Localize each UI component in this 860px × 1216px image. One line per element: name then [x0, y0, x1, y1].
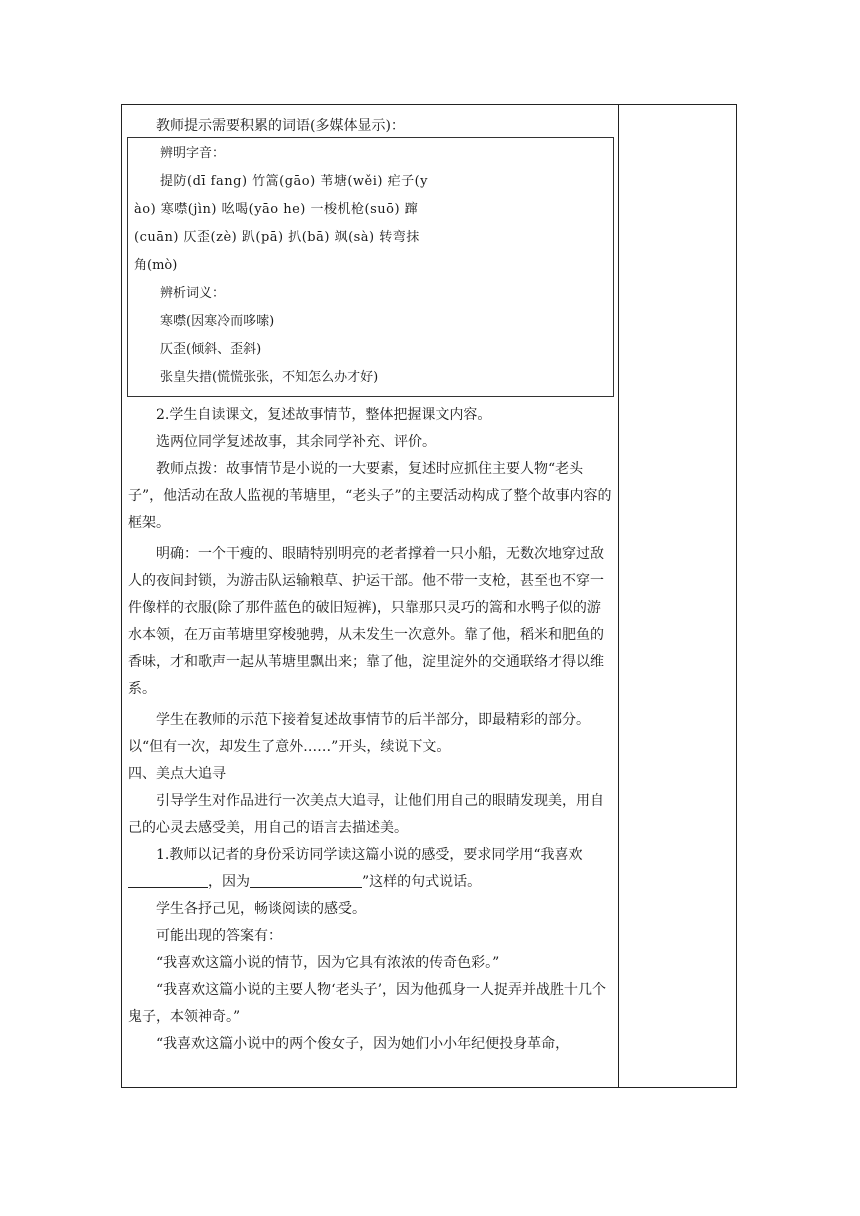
blank-2	[250, 873, 362, 888]
intro-line: 教师提示需要积累的词语(多媒体显示)：	[156, 118, 405, 134]
paragraph-guide: 引导学生对作品进行一次美点大追寻，让他们用自己的眼睛发现美，用自己的心灵去感受美，用自己的语言去描述美。	[128, 793, 604, 836]
pronunciation-line-2: ào) 寒噤(jìn) 吆喝(yāo he) 一梭机枪(suō) 蹿	[134, 202, 419, 217]
interview-text-b: ，因为	[208, 874, 250, 890]
paragraph-student-retell: 学生在教师的示范下接着复述故事情节的后半部分，即最精彩的部分。以“但有一次，却发生了意外……”开头，续说下文。	[128, 712, 590, 755]
meaning-item-1: 寒噤(因寒冷而哆嗦)	[160, 314, 275, 329]
section-heading: 四、美点大追寻	[128, 766, 226, 782]
pronunciation-heading: 辨明字音：	[160, 146, 226, 161]
table-column-divider	[618, 104, 619, 1088]
interview-text-a: 1.教师以记者的身份采访同学读这篇小说的感受，要求同学用“我喜欢	[156, 847, 583, 863]
meaning-item-2: 仄歪(倾斜、歪斜)	[160, 342, 262, 357]
answer-3: “我喜欢这篇小说中的两个俊女子，因为她们小小年纪便投身革命，	[156, 1036, 570, 1052]
meaning-heading: 辨析词义：	[160, 286, 226, 301]
blank-1	[128, 873, 208, 888]
meaning-item-3: 张皇失措(慌慌张张，不知怎么办才好)	[160, 370, 379, 385]
pronunciation-line-1: 提防(dī fang) 竹篙(gāo) 苇塘(wěi) 疟子(y	[160, 174, 428, 189]
answer-2: “我喜欢这篇小说的主要人物‘老头子’，因为他孤身一人捉弄并战胜十几个鬼子，本领神奇。”	[128, 982, 607, 1025]
answer-1: “我喜欢这篇小说的情节，因为它具有浓浓的传奇色彩。”	[156, 955, 500, 971]
paragraph-retell: 2.学生自读课文，复述故事情节，整体把握课文内容。	[156, 407, 492, 423]
paragraph-interview	[128, 842, 612, 896]
lesson-body	[128, 402, 612, 1058]
vocabulary-box	[127, 137, 614, 397]
paragraph-clarify: 明确：一个干瘦的、眼睛特别明亮的老者撑着一只小船，无数次地穿过敌人的夜间封锁，为游击队运输粮草、护运干部。他不带一支枪，甚至也不穿一件像样的衣服(除了那件蓝色的破旧短裤)，只靠那只灵巧的篙和水鸭子似的游水本领，在万亩苇塘里穿梭驰骋，从未发生一次意外。靠了他，稻米和肥鱼的香味，才和歌声一起从苇塘里飘出来；靠了他，淀里淀外的交通联络才得以维系。	[128, 546, 604, 697]
paragraph-teacher-guide: 教师点拨：故事情节是小说的一大要素，复述时应抓住主要人物“老头子”，他活动在敌人监视的苇塘里，“老头子”的主要活动构成了整个故事内容的框架。	[128, 461, 612, 531]
paragraph-select: 选两位同学复述故事，其余同学补充、评价。	[156, 434, 436, 450]
paragraph-answers-intro: 可能出现的答案有：	[156, 928, 282, 944]
paragraph-opinions: 学生各抒己见，畅谈阅读的感受。	[156, 901, 366, 917]
pronunciation-line-4: 角(mò)	[134, 258, 178, 273]
pronunciation-line-3: (cuān) 仄歪(zè) 趴(pā) 扒(bā) 飒(sà) 转弯抹	[134, 230, 420, 245]
interview-text-c: ”这样的句式说话。	[362, 874, 482, 890]
